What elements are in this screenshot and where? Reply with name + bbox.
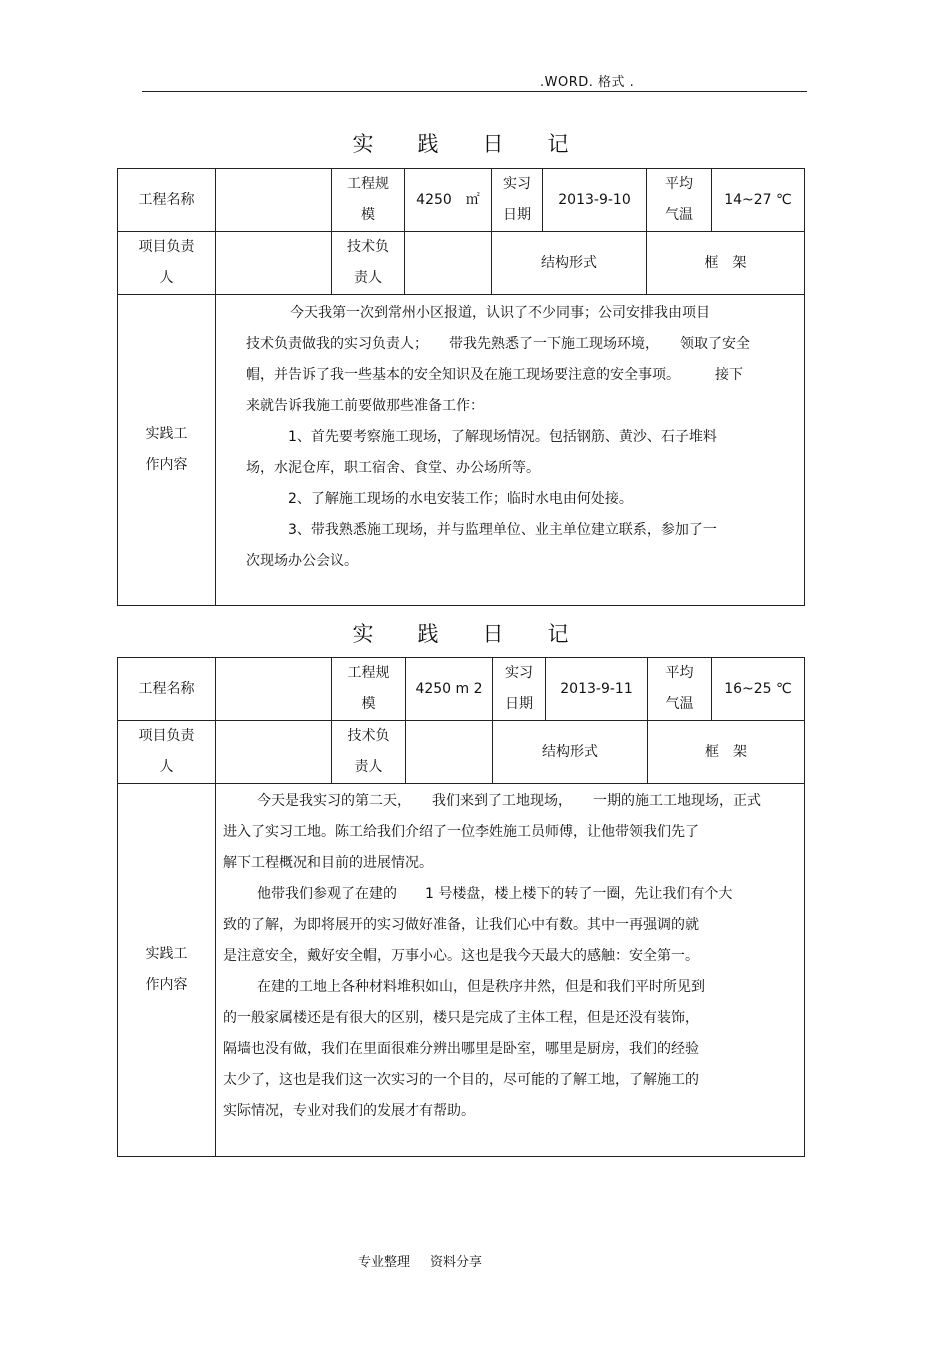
label-internship-date: 实习 日期 <box>493 658 546 721</box>
value-average-temperature: 14~27 ℃ <box>712 169 805 232</box>
content-line: 实际情况，专业对我们的发展才有帮助。 <box>223 1103 475 1119</box>
value-internship-date: 2013-9-11 <box>546 658 648 721</box>
content-line: 次现场办公会议。 <box>246 553 358 569</box>
label-project-leader: 项目负责 人 <box>118 232 216 295</box>
content-line: 进入了实习工地。陈工给我们介绍了一位李姓施工员师傅，让他带领我们先了 <box>223 824 699 840</box>
label-structure-type: 结构形式 <box>492 232 647 295</box>
label-internship-date: 实习 日期 <box>492 169 543 232</box>
content-line: 2、了解施工现场的水电安装工作；临时水电由何处接。 <box>288 491 633 507</box>
label-project-name: 工程名称 <box>118 658 216 721</box>
page-footer <box>358 1251 482 1270</box>
diary-table <box>117 168 805 606</box>
work-content <box>216 295 805 606</box>
content-line: 致的了解，为即将展开的实习做好准备，让我们心中有数。其中一再强调的就 <box>223 917 699 933</box>
label-work-content: 实践工 作内容 <box>118 784 216 1157</box>
label-technical-lead: 技术负 责人 <box>332 232 405 295</box>
label-average-temperature: 平均 气温 <box>648 658 712 721</box>
value-project-scale: 4250 ㎡ <box>405 169 492 232</box>
diary-title: 实践日记 <box>352 622 613 646</box>
content-line: 今天我第一次到常州小区报道，认识了不少同事；公司安排我由项目 <box>290 305 710 321</box>
content-line: 技术负责做我的实习负责人； 带我先熟悉了一下施工现场环境， 领取了安全 <box>246 336 750 352</box>
content-line: 在建的工地上各种材料堆积如山，但是秩序井然，但是和我们平时所见到 <box>257 979 705 995</box>
value-project-name <box>216 169 332 232</box>
label-work-content: 实践工 作内容 <box>118 295 216 606</box>
label-project-scale: 工程规 模 <box>332 658 406 721</box>
value-project-name <box>216 658 332 721</box>
page-header-text: .WORD. 格式 . <box>540 75 635 90</box>
value-structure-type: 框 架 <box>648 721 805 784</box>
content-line: 他带我们参观了在建的 1 号楼盘，楼上楼下的转了一圈，先让我们有个大 <box>257 886 733 902</box>
content-line: 来就告诉我施工前要做那些准备工作： <box>246 398 484 414</box>
content-line: 今天是我实习的第二天， 我们来到了工地现场， 一期的施工工地现场，正式 <box>257 793 761 809</box>
content-line: 解下工程概况和目前的进展情况。 <box>223 855 433 871</box>
value-project-leader <box>216 721 332 784</box>
label-project-scale: 工程规 模 <box>332 169 405 232</box>
label-average-temperature: 平均 气温 <box>647 169 712 232</box>
diary-table <box>117 657 805 1157</box>
value-technical-lead <box>405 232 492 295</box>
content-line: 帽，并告诉了我一些基本的安全知识及在施工现场要注意的安全事项。 接下 <box>246 367 743 383</box>
content-line: 3、带我熟悉施工现场，并与监理单位、业主单位建立联系，参加了一 <box>288 522 717 538</box>
value-structure-type: 框 架 <box>647 232 805 295</box>
content-line: 1、首先要考察施工现场，了解现场情况。包括钢筋、黄沙、石子堆料 <box>288 429 717 445</box>
value-internship-date: 2013-9-10 <box>543 169 647 232</box>
value-project-leader <box>216 232 332 295</box>
content-line: 隔墙也没有做，我们在里面很难分辨出哪里是卧室，哪里是厨房，我们的经验 <box>223 1041 699 1057</box>
header-rule <box>142 91 807 92</box>
diary-title: 实践日记 <box>352 132 613 156</box>
content-line: 场，水泥仓库，职工宿舍、食堂、办公场所等。 <box>246 460 540 476</box>
value-technical-lead <box>406 721 493 784</box>
label-structure-type: 结构形式 <box>493 721 648 784</box>
label-project-leader: 项目负责 人 <box>118 721 216 784</box>
footer-left-text: 专业整理 <box>358 1255 411 1270</box>
content-line: 太少了，这也是我们这一次实习的一个目的，尽可能的了解工地，了解施工的 <box>223 1072 699 1088</box>
work-content <box>216 784 805 1157</box>
label-project-name: 工程名称 <box>118 169 216 232</box>
content-line: 的一般家属楼还是有很大的区别，楼只是完成了主体工程，但是还没有装饰， <box>223 1010 699 1026</box>
content-line: 是注意安全，戴好安全帽，万事小心。这也是我今天最大的感触：安全第一。 <box>223 948 699 964</box>
footer-right-text: 资料分享 <box>430 1255 483 1270</box>
value-project-scale: 4250 m 2 <box>406 658 493 721</box>
label-technical-lead: 技术负 责人 <box>332 721 406 784</box>
value-average-temperature: 16~25 ℃ <box>712 658 805 721</box>
